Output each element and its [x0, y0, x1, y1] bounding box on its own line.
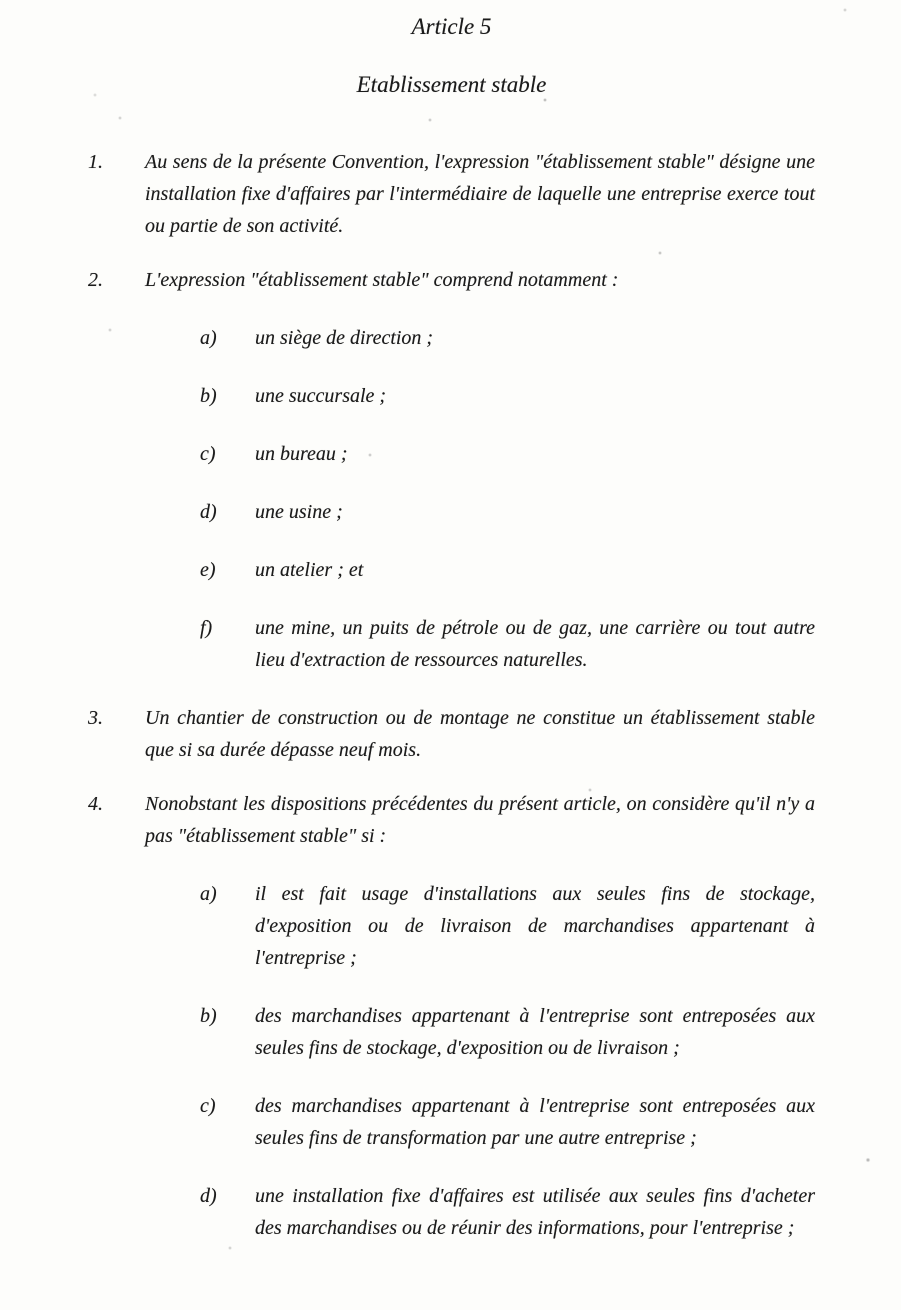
list-item-2b-text: une succursale ; — [255, 385, 387, 407]
list-item-4b-text: des marchandises appartenant à l'entreprise sont entreposées aux seules fins de stockage, d'exposition ou de livraison ; — [255, 1005, 815, 1059]
list-item-4c-text: des marchandises appartenant à l'entreprise sont entreposées aux seules fins de transformation par une autre entreprise ; — [255, 1095, 815, 1149]
list-item-4a-letter: a) — [200, 883, 217, 905]
list-item-2a — [88, 322, 815, 354]
article-subtitle: Etablissement stable — [356, 72, 547, 97]
list-item-2d-letter: d) — [200, 501, 217, 523]
list-item-2a-letter: a) — [200, 327, 217, 349]
paragraph-4-number: 4. — [88, 793, 103, 815]
list-item-2d — [88, 496, 815, 528]
list-item-2e-text: un atelier ; et — [255, 559, 364, 581]
article-title: Article 5 — [411, 14, 492, 39]
list-item-2f — [88, 612, 815, 676]
list-item-4a — [88, 878, 815, 974]
list-item-2c-text: un bureau ; — [255, 443, 348, 465]
title-block — [88, 14, 815, 98]
paragraph-4-text: Nonobstant les dispositions précédentes du présent article, on considère qu'il n'y a pas "établissement stable" si : — [145, 793, 815, 847]
list-item-2b-letter: b) — [200, 385, 217, 407]
list-item-4b — [88, 1000, 815, 1064]
paragraph-3-text: Un chantier de construction ou de montage ne constitue un établissement stable que si sa durée dépasse neuf mois. — [145, 707, 815, 761]
list-item-4d-letter: d) — [200, 1185, 217, 1207]
list-item-2a-text: un siège de direction ; — [255, 327, 434, 349]
paragraph-1-number: 1. — [88, 151, 103, 173]
paragraph-2 — [88, 264, 815, 296]
list-item-4c-letter: c) — [200, 1095, 216, 1117]
list-item-2e-letter: e) — [200, 559, 216, 581]
list-item-4d — [88, 1180, 815, 1244]
list-item-2f-text: une mine, un puits de pétrole ou de gaz, une carrière ou tout autre lieu d'extraction de ressources naturelles. — [255, 617, 815, 671]
list-item-2c-letter: c) — [200, 443, 216, 465]
list-item-4c — [88, 1090, 815, 1154]
list-item-2b — [88, 380, 815, 412]
paragraph-1-text: Au sens de la présente Convention, l'expression "établissement stable" désigne une installation fixe d'affaires par l'intermédiaire de laquelle une entreprise exerce tout ou partie de son activité. — [145, 151, 815, 237]
paragraph-4 — [88, 788, 815, 852]
list-item-4d-text: une installation fixe d'affaires est utilisée aux seules fins d'acheter des marchandises ou de réunir des informations, pour l'entreprise ; — [255, 1185, 815, 1239]
paragraph-2-number: 2. — [88, 269, 103, 291]
list-item-4b-letter: b) — [200, 1005, 217, 1027]
list-item-2d-text: une usine ; — [255, 501, 343, 523]
paragraph-2-text: L'expression "établissement stable" comprend notamment : — [145, 269, 619, 291]
list-item-2e — [88, 554, 815, 586]
paragraph-3 — [88, 702, 815, 766]
list-item-2f-letter: f) — [200, 617, 213, 639]
list-item-4a-text: il est fait usage d'installations aux seules fins de stockage, d'exposition ou de livraison de marchandises appartenant à l'entreprise ; — [255, 883, 815, 969]
paragraph-1 — [88, 146, 815, 242]
list-item-2c — [88, 438, 815, 470]
paragraph-3-number: 3. — [88, 707, 103, 729]
